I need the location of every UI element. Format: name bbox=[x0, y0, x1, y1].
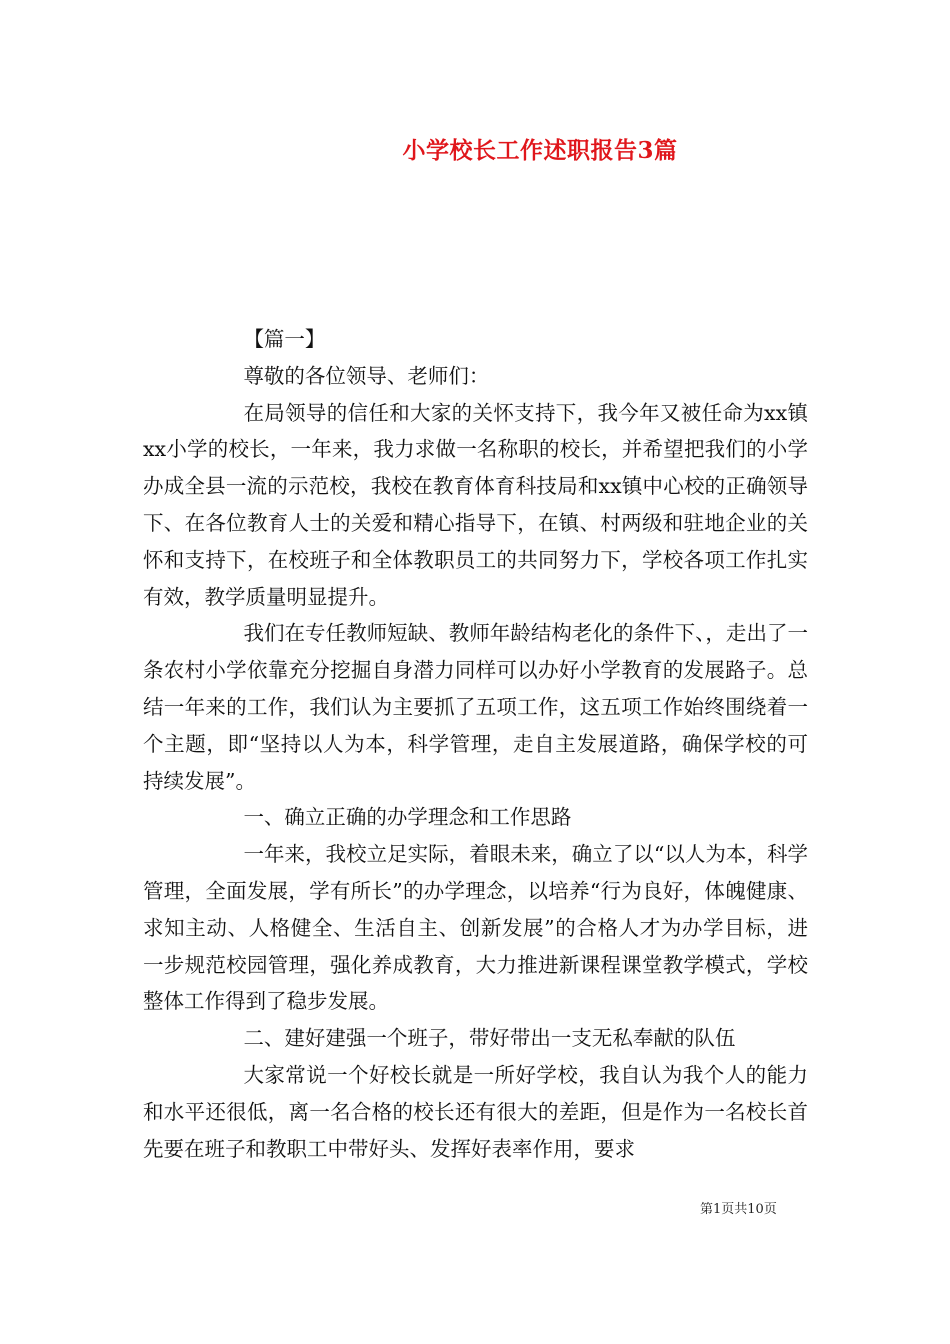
paragraph: 一年来，我校立足实际，着眼未来，确立了以“以人为本，科学管理，全面发展，学有所长”的办学理念，以培养“行为良好，体魄健康、求知主动、人格健全、生活自主、创新发展”的合格人才为办学目标，进一步规范校园管理，强化养成教育，大力推进新课程课堂教学模式，学校整体工作得到了稳步发展。 bbox=[143, 842, 808, 1014]
page-footer: 第1页共10页 bbox=[700, 1202, 777, 1217]
document-body bbox=[143, 321, 808, 1167]
section-heading: 二、建好建强一个班子，带好带出一支无私奉献的队伍 bbox=[243, 1026, 736, 1051]
section-heading: 一、确立正确的办学理念和工作思路 bbox=[243, 805, 572, 830]
paragraph: 我们在专任教师短缺、教师年龄结构老化的条件下、，走出了一条农村小学依靠充分挖掘自身潜力同样可以办好小学教育的发展路子。总结一年来的工作，我们认为主要抓了五项工作，这五项工作始终围绕着一个主题，即“坚持以人为本，科学管理，走自主发展道路，确保学校的可持续发展”。 bbox=[143, 621, 808, 793]
paragraph: 在局领导的信任和大家的关怀支持下，我今年又被任命为xx镇xx小学的校长，一年来，我力求做一名称职的校长，并希望把我们的小学办成全县一流的示范校，我校在教育体育科技局和xx镇中心校的正确领导下、在各位教育人士的关爱和精心指导下，在镇、村两级和驻地企业的关怀和支持下，在校班子和全体教职员工的共同努力下，学校各项工作扎实有效，教学质量明显提升。 bbox=[143, 400, 808, 609]
document-title: 小学校长工作述职报告3篇 bbox=[402, 137, 678, 164]
paragraph: 大家常说一个好校长就是一所好学校，我自认为我个人的能力和水平还很低，离一名合格的校长还有很大的差距，但是作为一名校长首先要在班子和教职工中带好头、发挥好表率作用，要求 bbox=[143, 1062, 808, 1161]
section-label: 【篇一】 bbox=[243, 327, 326, 351]
salutation: 尊敬的各位领导、老师们： bbox=[243, 363, 490, 388]
